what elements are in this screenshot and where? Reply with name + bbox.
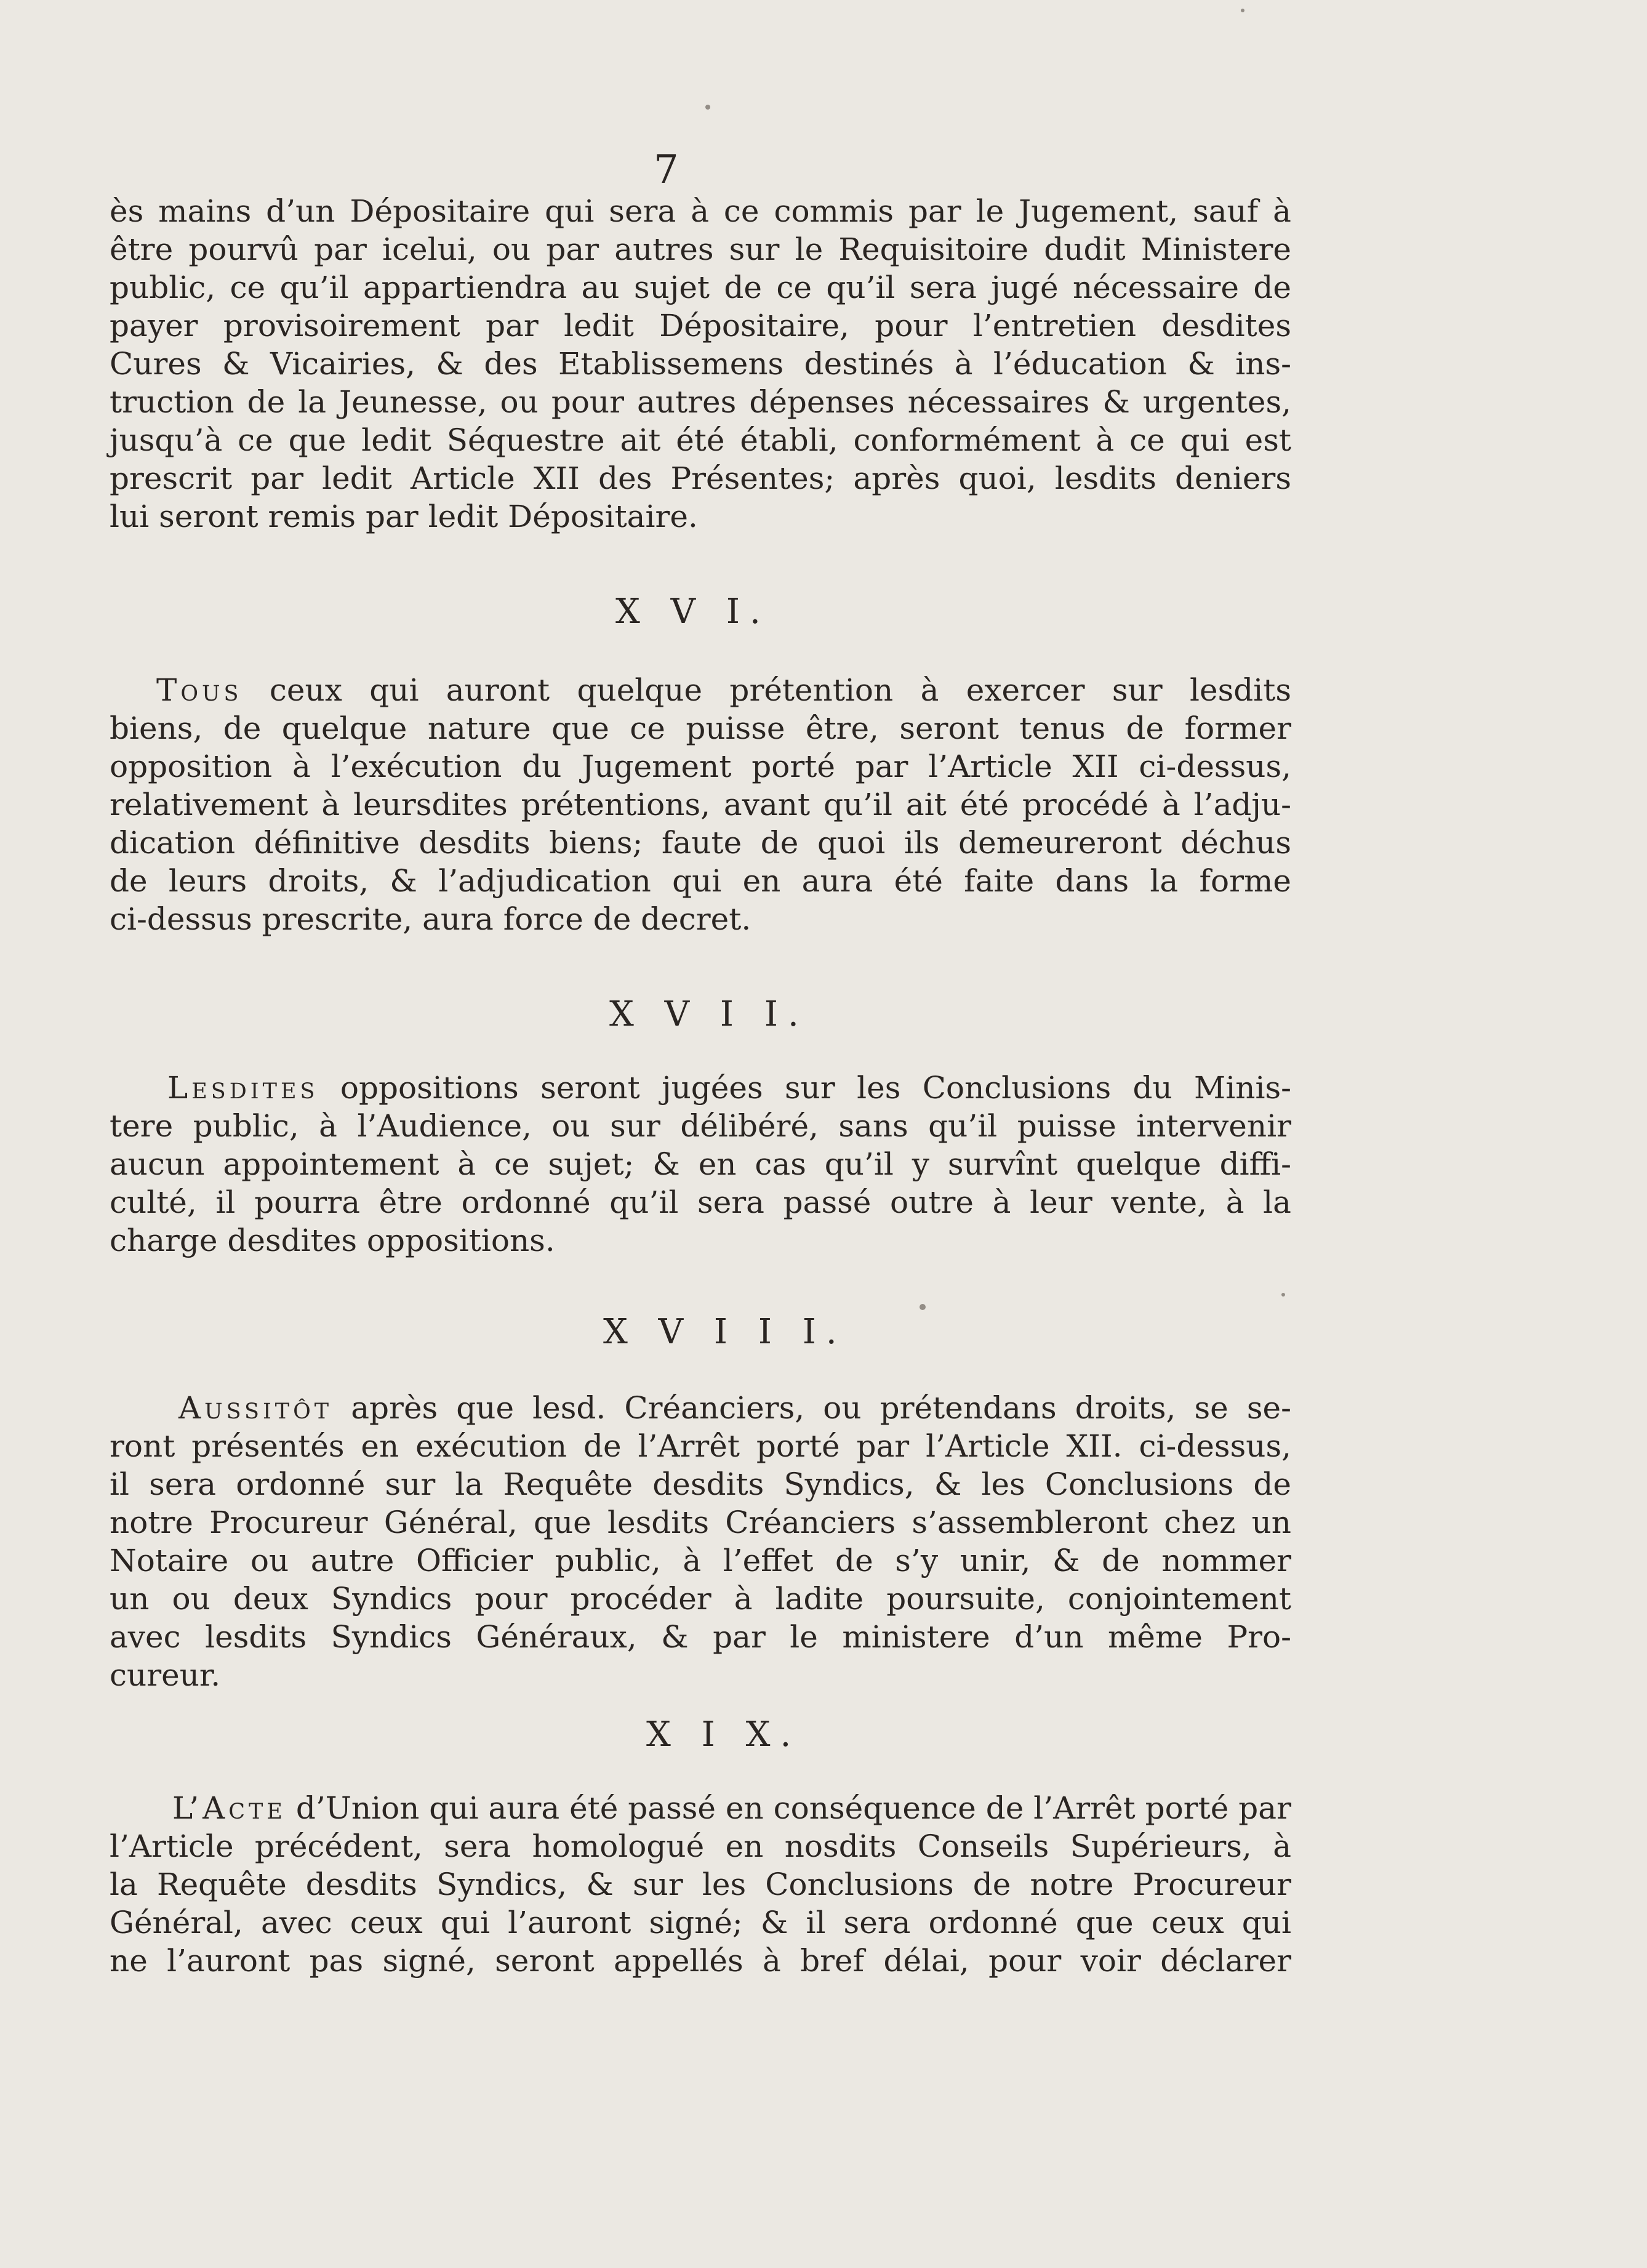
text-line [110,671,1291,709]
paper-speck [1281,1293,1285,1297]
text-line: payer provisoirement par ledit Dépositaire, pour l’entretien desdites [110,308,1291,344]
intro-paragraph [110,192,1291,536]
article-heading-text: X V I I. [609,994,809,1034]
text-fragment: ceux qui auront quelque prétention à exercer sur lesdits [242,672,1291,708]
text-fragment: après que lesd. Créanciers, ou prétendans droits, se se- [332,1390,1291,1426]
paper-speck [705,105,710,110]
text-line: Notaire ou autre Officier public, à l’effet de s’y unir, & de nommer [110,1543,1291,1578]
paper-speck [1241,9,1244,12]
text-line: dication définitive desdits biens; faute de quoi ils demeureront déchus [110,825,1291,861]
article-paragraph [110,671,1291,938]
text-line: ès mains d’un Dépositaire qui sera à ce commis par le Jugement, sauf à [110,193,1291,229]
text-line: ront présentés en exécution de l’Arrêt porté par l’Article XII. ci-dessus, [110,1428,1291,1464]
text-line: Cures & Vicairies, & des Etablissemens destinés à l’éducation & ins- [110,346,1291,382]
text-line: avec lesdits Syndics Généraux, & par le ministere d’un même Pro- [110,1619,1291,1655]
page-number: 7 [654,147,679,193]
text-line: culté, il pourra être ordonné qu’il sera passé outre à leur vente, à la [110,1184,1291,1220]
lead-word: Lesdites [167,1070,319,1106]
article-heading-text: X V I I I. [603,1312,847,1352]
text-line: notre Procureur Général, que lesdits Créanciers s’assembleront chez un [110,1505,1291,1540]
text-line: ne l’auront pas signé, seront appellés à bref délai, pour voir déclarer [110,1943,1291,1979]
text-line: la Requête desdits Syndics, & sur les Conclusions de notre Procureur [110,1867,1291,1902]
article-paragraph [110,1789,1291,1980]
text-line: jusqu’à ce que ledit Séquestre ait été établi, conformément à ce qui est [110,422,1291,458]
text-line: de leurs droits, & l’adjudication qui en aura été faite dans la forme [110,863,1291,899]
paper-speck [920,1304,926,1310]
text-line: biens, de quelque nature que ce puisse être, seront tenus de former [110,710,1291,746]
text-line [110,1789,1291,1827]
lead-word: Aussitôt [178,1390,333,1426]
text-line: prescrit par ledit Article XII des Présentes; après quoi, lesdits deniers [110,460,1291,496]
article-paragraph [110,1069,1291,1260]
text-line: il sera ordonné sur la Requête desdits Syndics, & les Conclusions de [110,1466,1291,1502]
text-line: public, ce qu’il appartiendra au sujet de ce qu’il sera jugé nécessaire de [110,270,1291,305]
text-line: lui seront remis par ledit Dépositaire. [110,499,698,534]
text-fragment: d’Union qui aura été passé en conséquence de l’Arrêt porté par [286,1790,1291,1826]
text-line: cureur. [110,1657,221,1693]
text-line: ci-dessus prescrite, aura force de decret. [110,901,751,937]
text-line [110,1389,1291,1427]
text-line [110,1069,1291,1107]
article-heading-text: X I X. [646,1715,801,1755]
text-line: l’Article précédent, sera homologué en nosdits Conseils Supérieurs, à [110,1828,1291,1864]
text-line: tere public, à l’Audience, ou sur délibéré, sans qu’il puisse intervenir [110,1108,1291,1144]
text-line: relativement à leursdites prétentions, avant qu’il ait été procédé à l’adju- [110,787,1291,822]
text-line: Général, avec ceux qui l’auront signé; & il sera ordonné que ceux qui [110,1905,1291,1940]
article-paragraph [110,1389,1291,1694]
lead-word: Tous [156,672,242,708]
text-line: truction de la Jeunesse, ou pour autres dépenses nécessaires & urgentes, [110,384,1291,420]
text-line: un ou deux Syndics pour procéder à ladite poursuite, conjointement [110,1581,1291,1617]
text-line: charge desdites oppositions. [110,1223,555,1258]
text-line: être pourvû par icelui, ou par autres sur le Requisitoire dudit Ministere [110,231,1291,267]
article-heading-text: X V I. [615,592,771,632]
lead-word: L’Acte [172,1790,286,1826]
text-fragment: oppositions seront jugées sur les Conclusions du Minis- [318,1070,1291,1106]
text-line: aucun appointement à ce sujet; & en cas qu’il y survînt quelque diffi- [110,1146,1291,1182]
text-line: opposition à l’exécution du Jugement porté par l’Article XII ci-dessus, [110,749,1291,784]
